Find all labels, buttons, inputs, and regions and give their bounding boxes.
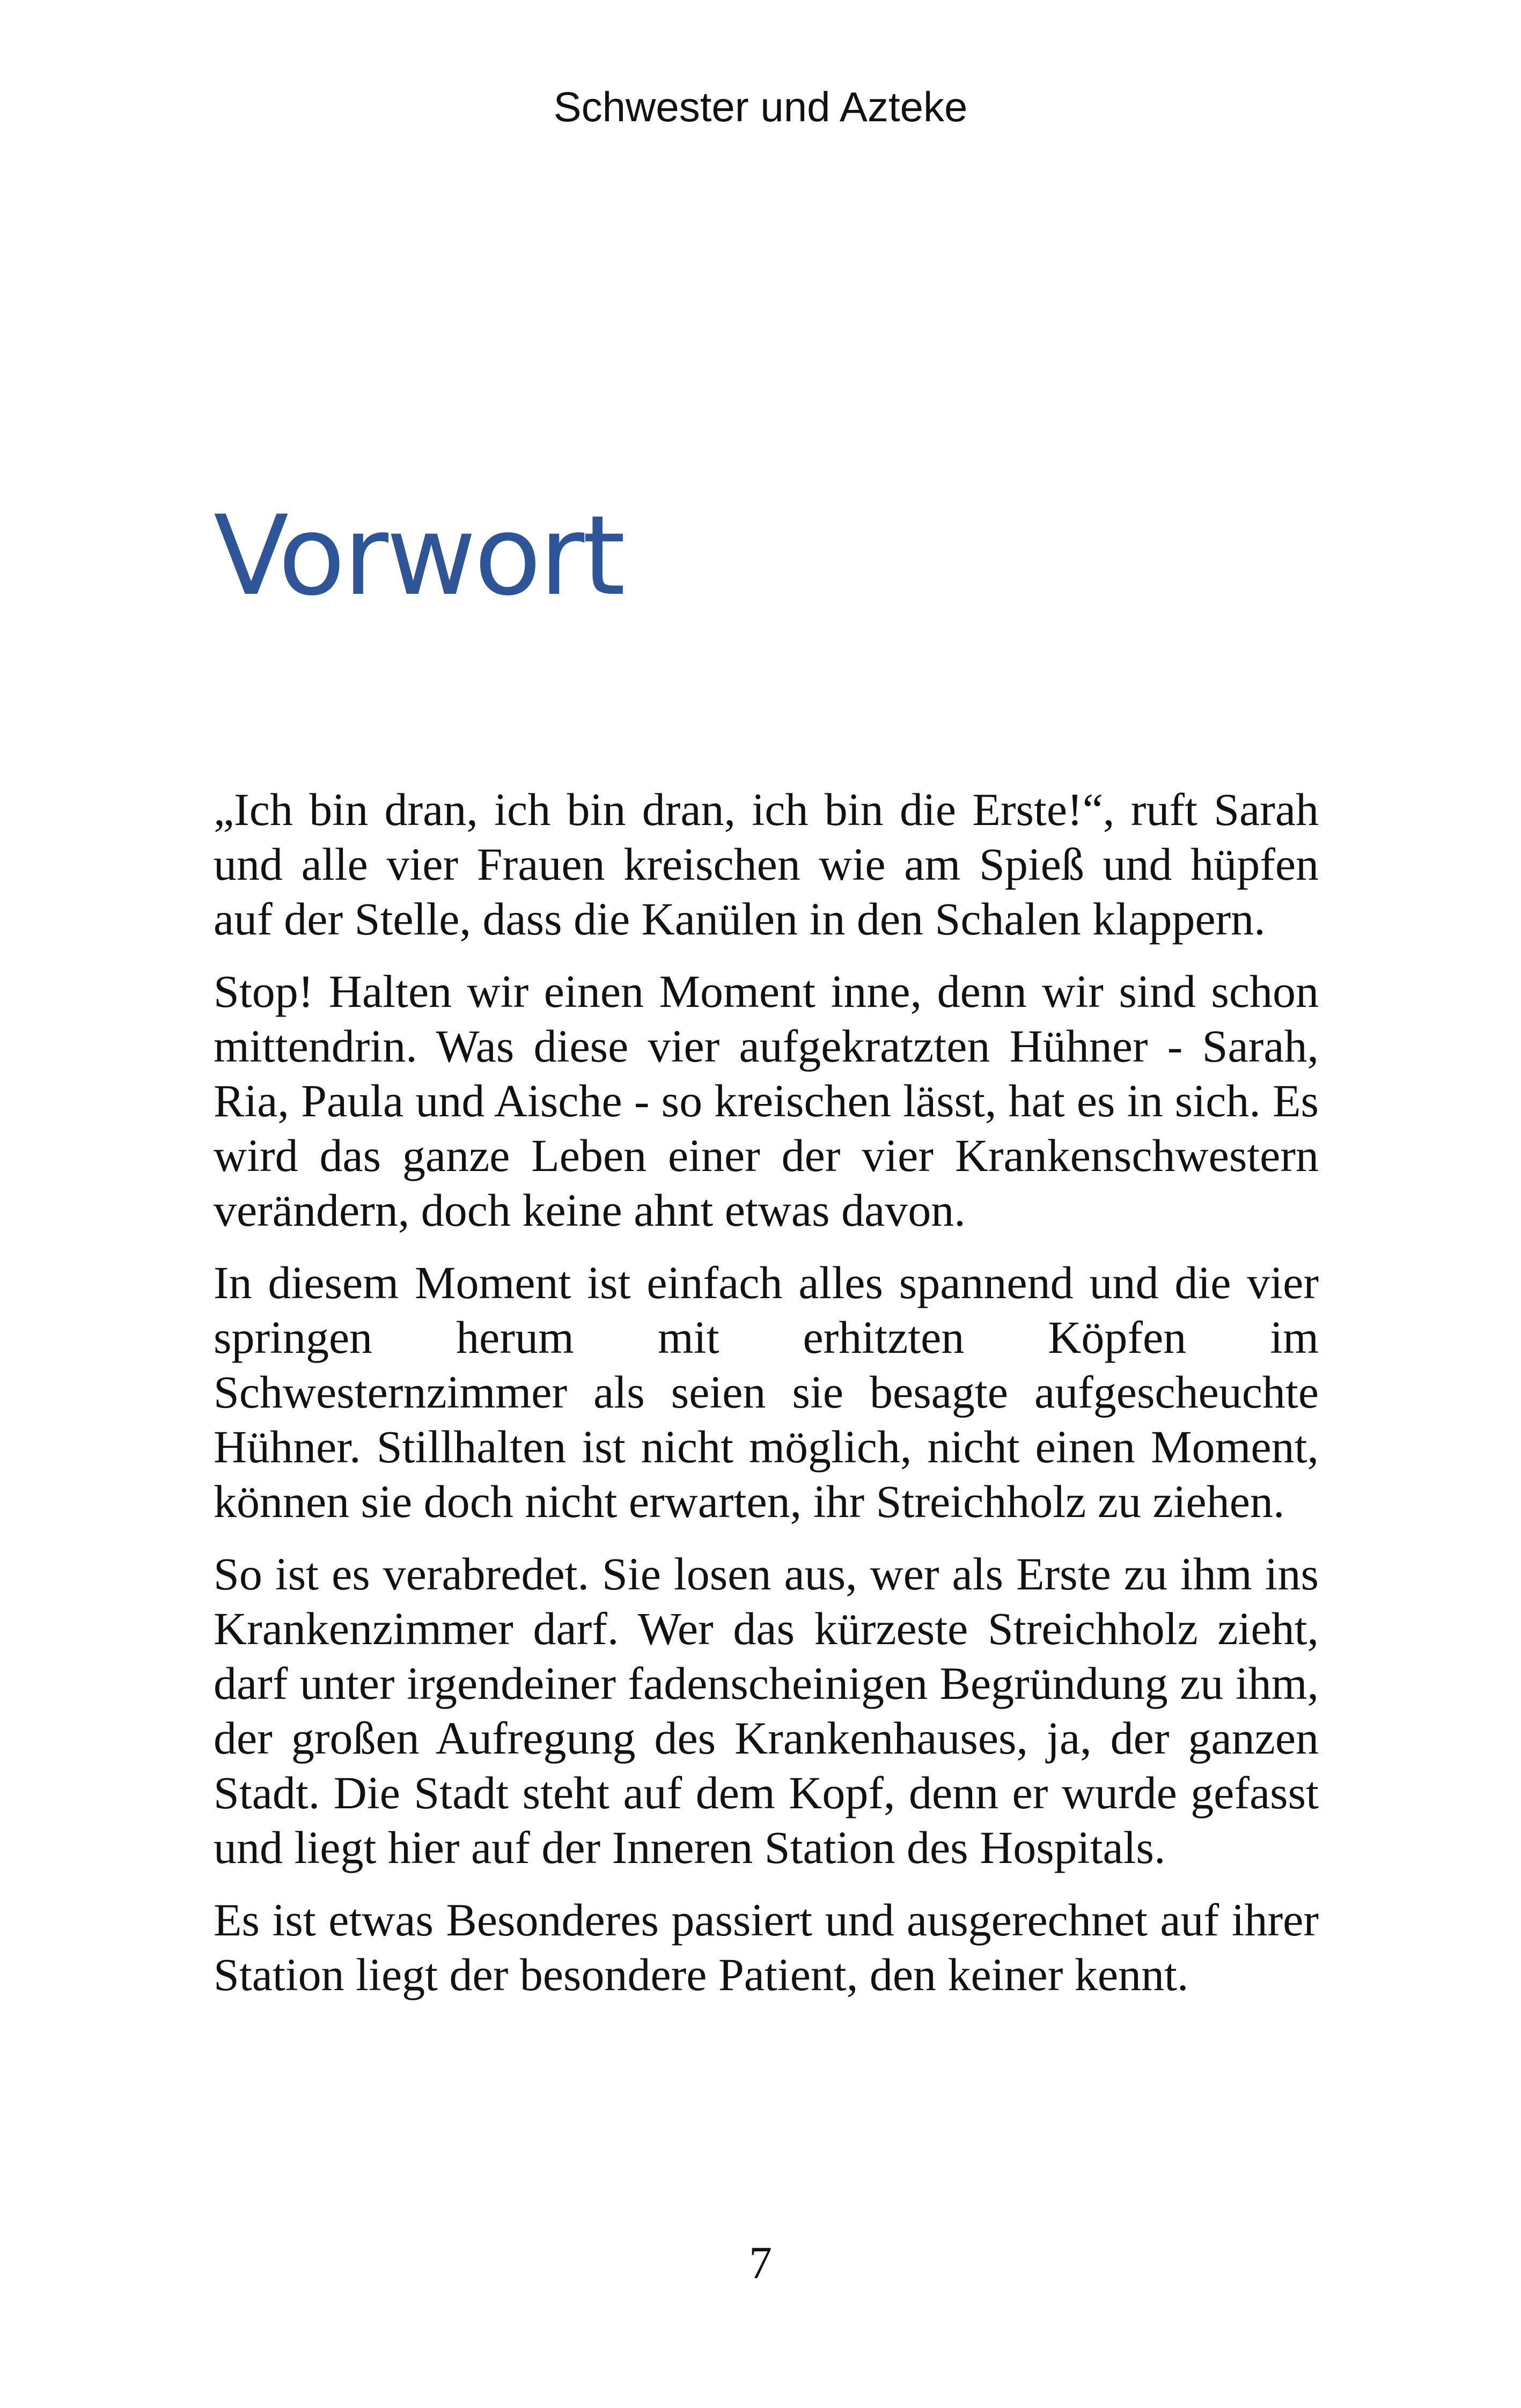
paragraph: Stop! Halten wir einen Moment inne, denn wir sind schon mittendrin. Was diese vier aufgekratzten Hühner - Sarah, Ria, Paula und Aische - so kreischen lässt, hat es in sich. Es wird das ganze Leben einer der vier Krankenschwestern verändern, doch keine ahnt etwas davon. bbox=[214, 966, 1319, 1236]
chapter-title: Vorwort bbox=[214, 492, 623, 620]
running-header: Schwester und Azteke bbox=[553, 83, 968, 130]
page-number: 7 bbox=[749, 2237, 772, 2288]
paragraph: So ist es verabredet. Sie losen aus, wer als Erste zu ihm ins Krankenzimmer darf. Wer das kürzeste Streichholz zieht, darf unter irgendeiner fadenscheinigen Begründung zu ihm, der großen Aufregung des Krankenhauses, ja, der ganzen Stadt. Die Stadt steht auf dem Kopf, denn er wurde gefasst und liegt hier auf der Inneren Station des Hospitals. bbox=[214, 1548, 1319, 1873]
paragraph: Es ist etwas Besonderes passiert und ausgerechnet auf ihrer Station liegt der besondere Patient, den keiner kennt. bbox=[214, 1894, 1319, 2000]
paragraph: „Ich bin dran, ich bin dran, ich bin die Erste!“, ruft Sarah und alle vier Frauen kreischen wie am Spieß und hüpfen auf der Stelle, dass die Kanülen in den Schalen klappern. bbox=[214, 784, 1319, 945]
paragraph: In diesem Moment ist einfach alles spannend und die vier springen herum mit erhitzten Köpfen im Schwesternzimmer als seien sie besagte aufgescheuchte Hühner. Stillhalten ist nicht möglich, nicht einen Moment, können sie doch nicht erwarten, ihr Streichholz zu ziehen. bbox=[214, 1257, 1319, 1527]
body-text bbox=[214, 782, 1319, 2020]
